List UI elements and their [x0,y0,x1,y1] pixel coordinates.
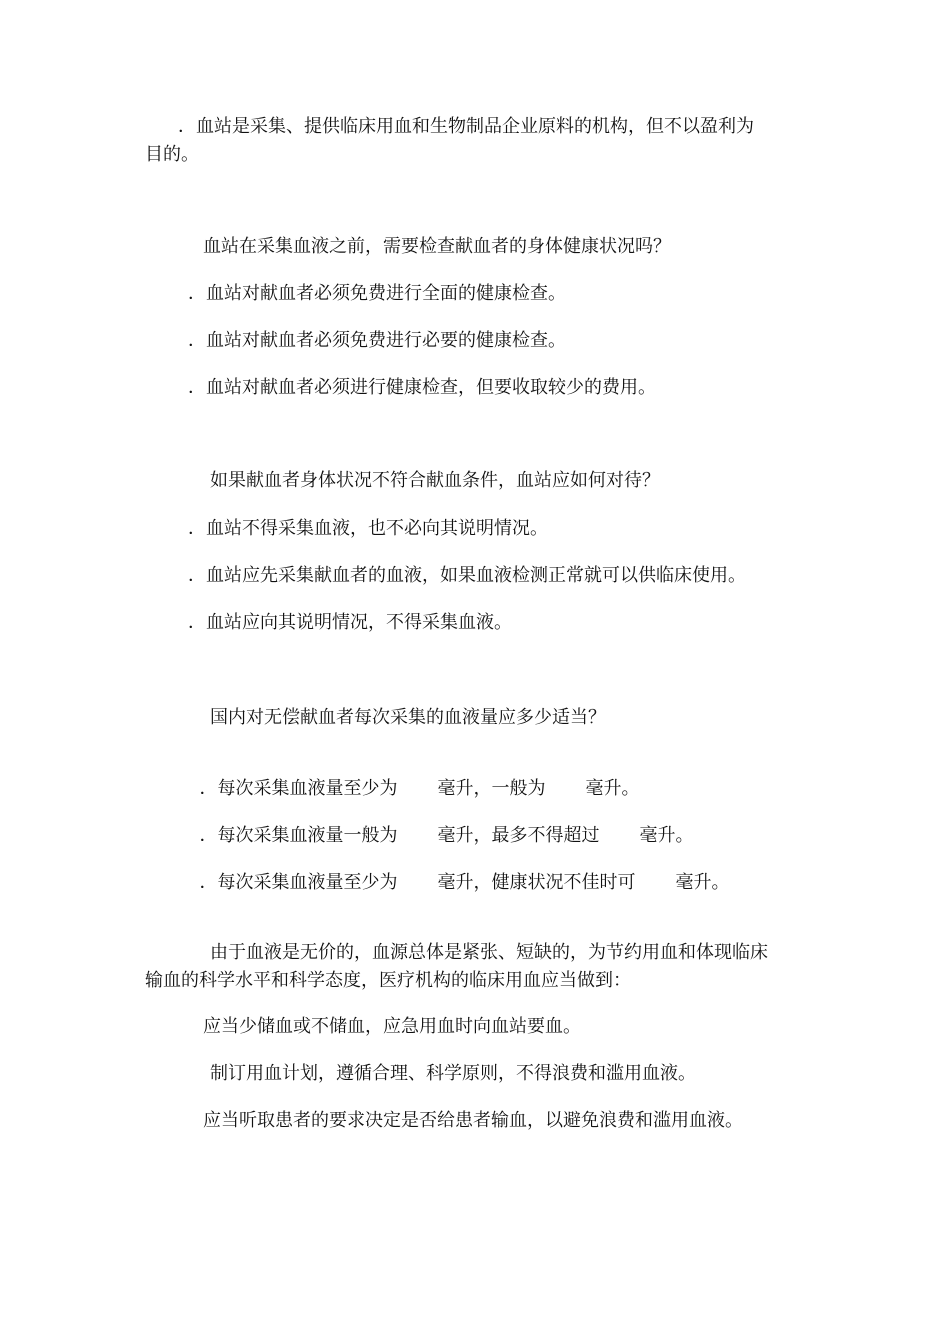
q3-option-c [188,847,729,895]
q4-option-a: 应当少储血或不储血，应急用血时向血站要血。 [203,1016,581,1037]
q1-option-c: ．血站对献血者必须进行健康检查，但要收取较少的费用。 [188,377,656,398]
q3-option-c-part-1: ．每次采集血液量至少为 [199,872,398,893]
q2-option-c: ．血站应向其说明情况，不得采集血液。 [188,612,512,633]
q4-option-b: 制订用血计划，遵循合理、科学原则，不得浪费和滥用血液。 [210,1063,696,1084]
q2-option-b: ．血站应先采集献血者的血液，如果血液检测正常就可以供临床使用。 [188,565,746,586]
q3-option-a-part-2: 毫升，一般为 [437,778,546,799]
question-4-line-2: 输血的科学水平和科学态度，医疗机构的临床用血应当做到： [145,970,631,991]
q4-option-c: 应当听取患者的要求决定是否给患者输血，以避免浪费和滥用血液。 [203,1110,743,1131]
q3-option-c-part-2: 毫升，健康状况不佳时可 [437,872,636,893]
question-1: 血站在采集血液之前，需要检查献血者的身体健康状况吗？ [203,236,671,257]
q3-option-b-part-1: ．每次采集血液量一般为 [199,825,398,846]
question-3: 国内对无偿献血者每次采集的血液量应多少适当？ [210,707,606,728]
q2-option-a: ．血站不得采集血液，也不必向其说明情况。 [188,518,548,539]
q3-option-a [188,753,639,801]
q3-option-c-part-3: 毫升。 [675,872,730,893]
q3-option-b-part-3: 毫升。 [639,825,694,846]
q1-option-a: ．血站对献血者必须免费进行全面的健康检查。 [188,283,566,304]
q1-option-b: ．血站对献血者必须免费进行必要的健康检查。 [188,330,566,351]
q3-option-a-part-1: ．每次采集血液量至少为 [199,778,398,799]
q3-option-a-part-3: 毫升。 [585,778,640,799]
intro-line-2: 目的。 [145,144,199,165]
question-2: 如果献血者身体状况不符合献血条件，血站应如何对待？ [210,470,660,491]
q3-option-b-part-2: 毫升，最多不得超过 [437,825,600,846]
q3-option-b [188,800,693,848]
question-4-line-1: 由于血液是无价的，血源总体是紧张、短缺的，为节约用血和体现临床 [210,942,768,963]
intro-line-1: ．血站是采集、提供临床用血和生物制品企业原料的机构，但不以盈利为 [178,116,754,137]
